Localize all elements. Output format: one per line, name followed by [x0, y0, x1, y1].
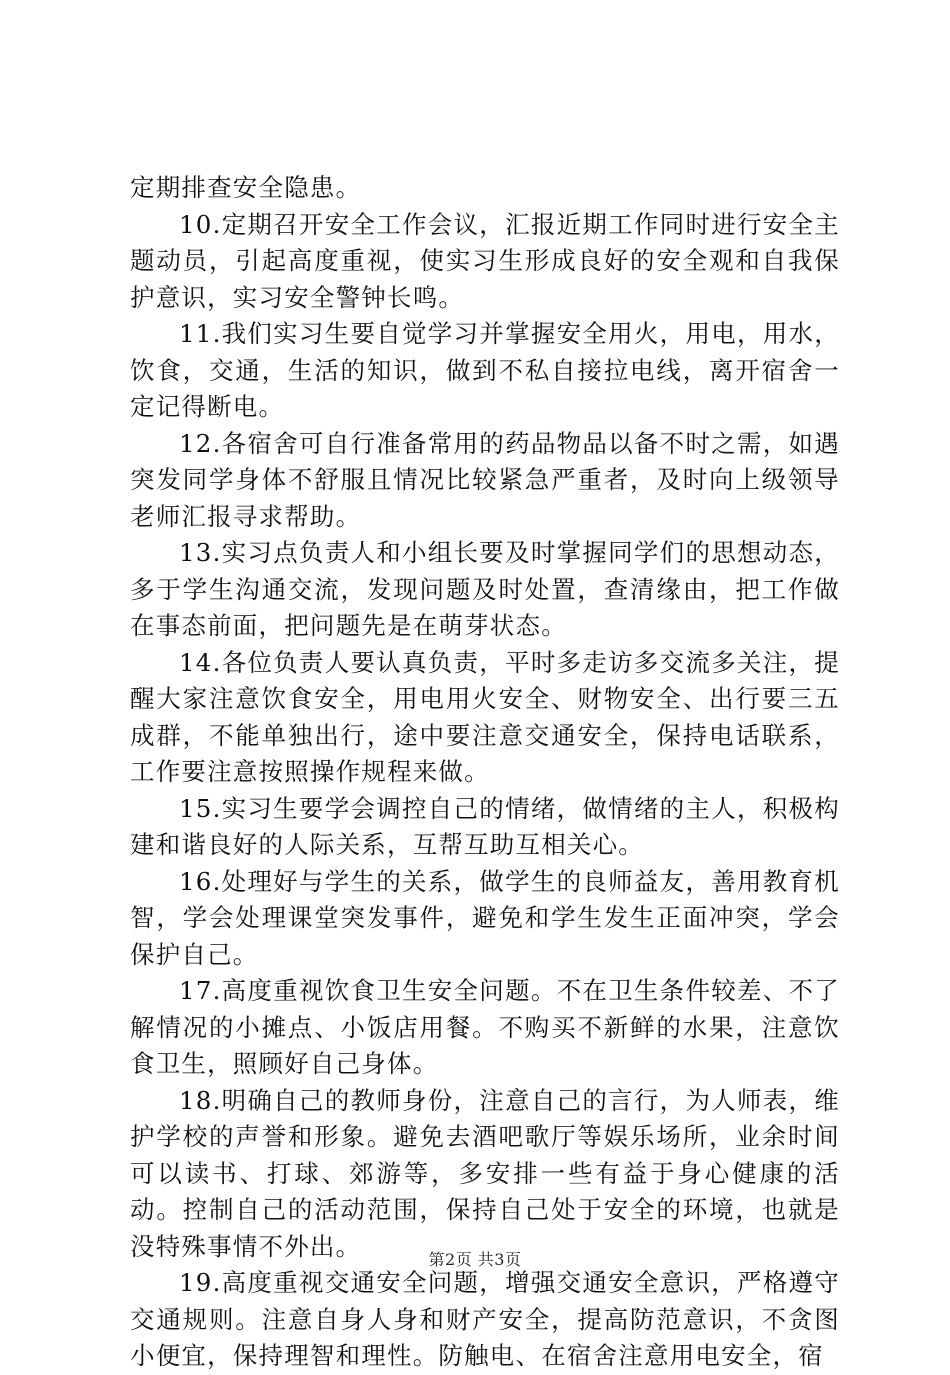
paragraph-item-19: 19.高度重视交通安全问题，增强交通安全意识，严格遵守交通规则。注意自身人身和财产安全，提高防范意识，不贪图小便宜，保持理智和理性。防触电、在宿舍注意用电安全，宿: [130, 1268, 840, 1370]
paragraph-item-15: 15.实习生要学会调控自己的情绪，做情绪的主人，积极构建和谐良好的人际关系，互帮互助互相关心。: [130, 793, 840, 859]
paragraph-item-17: 17.高度重视饮食卫生安全问题。不在卫生条件较差、不了解情况的小摊点、小饭店用餐。不购买不新鲜的水果，注意饮食卫生，照顾好自己身体。: [130, 976, 840, 1078]
paragraph-item-18: 18.明确自己的教师身份，注意自己的言行，为人师表，维护学校的声誉和形象。避免去酒吧歌厅等娱乐场所，业余时间可以读书、打球、郊游等，多安排一些有益于身心健康的活动。控制自己的活动范围，保持自己处于安全的环境，也就是没特殊事情不外出。: [130, 1085, 840, 1261]
paragraph-item-10: 10.定期召开安全工作会议，汇报近期工作同时进行安全主题动员，引起高度重视，使实习生形成良好的安全观和自我保护意识，实习安全警钟长鸣。: [130, 209, 840, 312]
paragraph-item-16: 16.处理好与学生的关系，做学生的良师益友，善用教育机智，学会处理课堂突发事件，避免和学生发生正面冲突，学会保护自己。: [130, 866, 840, 969]
paragraph-continuation: 定期排查安全隐患。: [130, 173, 362, 202]
document-body: [130, 170, 840, 1375]
paragraph-item-13: 13.实习点负责人和小组长要及时掌握同学们的思想动态，多于学生沟通交流，发现问题及时处置，查清缘由，把工作做在事态前面，把问题先是在萌芽状态。: [130, 538, 840, 640]
page-footer: 第2页 共3页: [428, 1250, 522, 1269]
paragraph-item-14: 14.各位负责人要认真负责，平时多走访多交流多关注，提醒大家注意饮食安全，用电用火安全、财物安全、出行要三五成群，不能单独出行，途中要注意交通安全，保持电话联系，工作要注意按照操作规程来做。: [130, 647, 840, 786]
paragraph-item-12: 12.各宿舍可自行准备常用的药品物品以备不时之需，如遇突发同学身体不舒服且情况比较紧急严重者，及时向上级领导老师汇报寻求帮助。: [130, 428, 840, 531]
paragraph-item-11: 11.我们实习生要自觉学习并掌握安全用火，用电，用水，饮食，交通，生活的知识，做到不私自接拉电线，离开宿舍一定记得断电。: [130, 319, 840, 421]
